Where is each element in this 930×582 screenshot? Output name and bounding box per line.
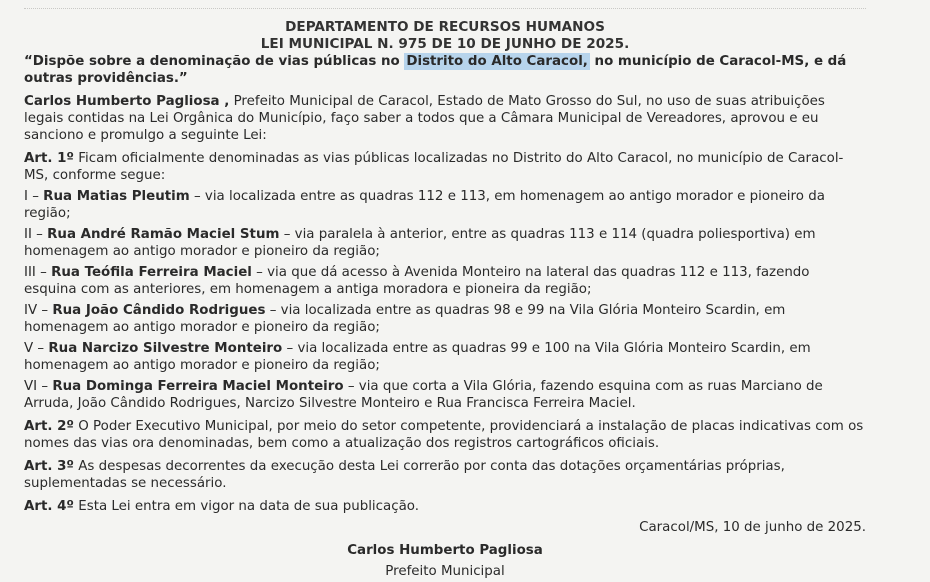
list-item bbox=[24, 378, 866, 412]
item-text: – via paralela à anterior, entre as quadras 113 e 114 (quadra poliesportiva) em homenagem ao antigo morador e pioneiro da região; bbox=[24, 227, 816, 259]
street-name: Rua João Cândido Rodrigues bbox=[52, 303, 266, 318]
place-and-date: Caracol/MS, 10 de junho de 2025. bbox=[639, 520, 866, 535]
signature-role: Prefeito Municipal bbox=[385, 564, 505, 579]
article-2 bbox=[24, 418, 866, 452]
item-text: – via localizada entre as quadras 112 e 113, em homenagem ao antigo morador e pioneiro da região; bbox=[24, 189, 825, 221]
preamble-paragraph bbox=[24, 93, 866, 144]
mayor-name: Carlos Humberto Pagliosa , bbox=[24, 94, 230, 109]
law-summary bbox=[24, 53, 866, 87]
list-item bbox=[24, 340, 866, 374]
list-item bbox=[24, 302, 866, 336]
law-title: LEI MUNICIPAL N. 975 DE 10 DE JUNHO DE 2025. bbox=[260, 36, 630, 52]
list-item bbox=[24, 264, 866, 298]
street-name: Rua Dominga Ferreira Maciel Monteiro bbox=[52, 379, 344, 394]
article-4 bbox=[24, 498, 866, 515]
article-1 bbox=[24, 150, 866, 184]
article-4-text: Esta Lei entra em vigor na data de sua publicação. bbox=[74, 499, 419, 514]
item-text: – via que dá acesso à Avenida Monteiro na lateral das quadras 112 e 113, fazendo esquina com as anteriores, em homenagem a antiga moradora e pioneira da região; bbox=[24, 265, 810, 297]
summary-text-after: no município de Caracol-MS, e dá outras providências.” bbox=[24, 54, 847, 86]
item-text: – via que corta a Vila Glória, fazendo esquina com as ruas Marciano de Arruda, João Cândido Rodrigues, Narcizo Silvestre Monteiro e Rua Francisca Ferreira Maciel. bbox=[24, 379, 823, 411]
article-1-label: Art. 1º bbox=[24, 151, 74, 166]
article-1-text: Ficam oficialmente denominadas as vias públicas localizadas no Distrito do Alto Caracol, no município de Caracol-MS, conforme segue: bbox=[24, 151, 844, 183]
item-number: VI – bbox=[24, 379, 53, 394]
street-name: Rua Narcizo Silvestre Monteiro bbox=[48, 341, 283, 356]
article-2-text: O Poder Executivo Municipal, por meio do setor competente, providenciará a instalação de placas indicativas com os nomes das vias ora denominadas, bem como a atualização dos registros cartográficos oficiais. bbox=[24, 419, 864, 451]
summary-text-before: “Dispõe sobre a denominação de vias públicas no bbox=[24, 54, 405, 69]
preamble-text: Prefeito Municipal de Caracol, Estado de Mato Grosso do Sul, no uso de suas atribuições legais contidas na Lei Orgânica do Município, faço saber a todos que a Câmara Municipal de Vereadores, aprovou e eu sanciono e promulgo a seguinte Lei: bbox=[24, 94, 825, 143]
item-number: V – bbox=[24, 341, 49, 356]
top-divider bbox=[24, 8, 866, 9]
article-3-text: As despesas decorrentes da execução desta Lei correrão por conta das dotações orçamentárias próprias, suplementadas se necessário. bbox=[24, 459, 785, 491]
article-4-label: Art. 4º bbox=[24, 499, 74, 514]
street-name: Rua André Ramão Maciel Stum bbox=[47, 227, 280, 242]
street-name: Rua Matias Pleutim bbox=[43, 189, 190, 204]
item-text: – via localizada entre as quadras 98 e 99 na Vila Glória Monteiro Scardin, em homenagem ao antigo morador e pioneiro da região; bbox=[24, 303, 786, 335]
highlighted-text[interactable]: Distrito do Alto Caracol, bbox=[406, 54, 588, 69]
signature-name bbox=[24, 542, 866, 559]
list-item bbox=[24, 226, 866, 260]
item-number: IV – bbox=[24, 303, 53, 318]
item-text: – via localizada entre as quadras 99 e 100 na Vila Glória Monteiro Scardin, em homenagem ao antigo morador e pioneiro da região; bbox=[24, 341, 811, 373]
item-number: III – bbox=[24, 265, 52, 280]
list-item bbox=[24, 188, 866, 222]
department-heading: DEPARTAMENTO DE RECURSOS HUMANOS bbox=[285, 19, 605, 35]
article-3 bbox=[24, 458, 866, 492]
article-3-label: Art. 3º bbox=[24, 459, 74, 474]
street-name: Rua Teófila Ferreira Maciel bbox=[51, 265, 252, 280]
signer-name: Carlos Humberto Pagliosa bbox=[347, 543, 543, 558]
article-2-label: Art. 2º bbox=[24, 419, 74, 434]
item-number: II – bbox=[24, 227, 48, 242]
item-number: I – bbox=[24, 189, 44, 204]
